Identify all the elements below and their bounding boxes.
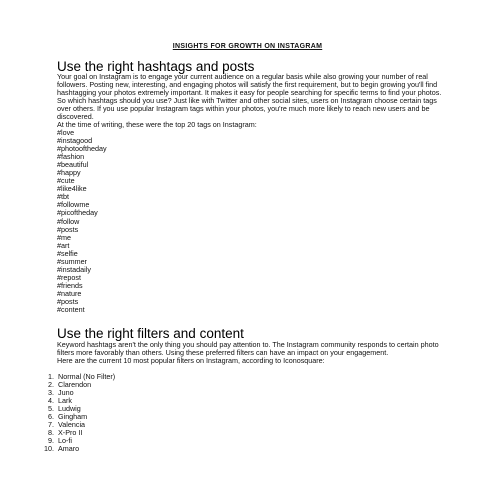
filter-name: Juno xyxy=(58,388,74,398)
paragraph: At the time of writing, these were the top 20 tags on Instagram: xyxy=(57,120,257,129)
hashtag-item: #happy xyxy=(57,168,81,178)
section-body-filters xyxy=(57,341,445,365)
list-number: 6. xyxy=(48,412,54,422)
filter-name: Normal (No Filter) xyxy=(58,372,116,381)
hashtag-item: #selfie xyxy=(57,248,78,258)
hashtag-item: #posts xyxy=(57,296,79,306)
hashtag-item: #instadaily xyxy=(57,264,91,274)
list-number: 5. xyxy=(48,404,54,414)
list-number: 9. xyxy=(48,436,54,446)
filter-name: Gingham xyxy=(58,412,88,422)
filter-name: X-Pro II xyxy=(58,428,83,438)
filter-list xyxy=(38,373,115,453)
filter-name: Lo-fi xyxy=(58,436,72,446)
hashtag-item: #friends xyxy=(57,280,83,290)
hashtag-item: #summer xyxy=(57,256,87,266)
hashtag-list xyxy=(57,129,107,314)
hashtag-item: #beautiful xyxy=(57,160,89,170)
paragraph: Keyword hashtags aren't the only thing you should pay attention to. The Instagram community responds to certain photo filters more favorably than others. Using these preferred filters can have an impact on your engagement. xyxy=(57,340,439,357)
paragraph: Your goal on Instagram is to engage your current audience on a regular basis while also growing your number of real followers. Posting new, interesting, and engaging photos will satisfy the first requirement, but to begin growing you'll find hashtagging your photos extremely important. It makes it easy for people searching for specific terms to find your photos. xyxy=(57,72,442,97)
list-number: 10. xyxy=(44,444,54,454)
hashtag-item: #art xyxy=(57,240,70,250)
hashtag-item: #fashion xyxy=(57,152,85,162)
list-number: 8. xyxy=(48,428,54,438)
hashtag-item: #cute xyxy=(57,176,75,186)
filter-list-item xyxy=(38,445,115,453)
hashtag-item: #picoftheday xyxy=(57,208,98,218)
paragraph: So which hashtags should you use? Just like with Twitter and other social sites, users on Instagram choose certain tags over others. If you use popular Instagram tags within your photos, you're much more likely to reach new users and be discovered. xyxy=(57,96,437,121)
hashtag-item: #instagood xyxy=(57,136,93,146)
hashtag-item: #follow xyxy=(57,216,80,226)
hashtag-item: #tbt xyxy=(57,192,69,202)
hashtag-item: #photooftheday xyxy=(57,144,107,154)
section-heading-filters: Use the right filters and content xyxy=(57,326,244,341)
document-title: INSIGHTS FOR GROWTH ON INSTAGRAM xyxy=(172,43,323,50)
hashtag-item: #like4like xyxy=(57,184,87,194)
list-number: 1. xyxy=(48,372,54,381)
section-heading-hashtags: Use the right hashtags and posts xyxy=(57,59,255,74)
paragraph: Here are the current 10 most popular filters on Instagram, according to Iconosquare: xyxy=(57,356,325,365)
hashtag-item: #repost xyxy=(57,272,81,282)
list-number: 3. xyxy=(48,388,54,398)
filter-name: Clarendon xyxy=(58,380,92,390)
hashtag-item: #nature xyxy=(57,288,82,298)
hashtag-item: #me xyxy=(57,232,71,242)
hashtag-item: #content xyxy=(57,305,85,315)
list-number: 7. xyxy=(48,420,54,430)
filter-name: Lark xyxy=(58,396,72,406)
hashtag-item: #love xyxy=(57,128,75,137)
list-number: 2. xyxy=(48,380,54,390)
hashtag-item: #followme xyxy=(57,200,90,210)
filter-name: Valencia xyxy=(58,420,86,430)
filter-name: Ludwig xyxy=(58,404,81,414)
list-number: 4. xyxy=(48,396,54,406)
hashtag-item: #posts xyxy=(57,224,79,234)
section-body-hashtags xyxy=(57,73,442,129)
filter-name: Amaro xyxy=(58,444,80,454)
